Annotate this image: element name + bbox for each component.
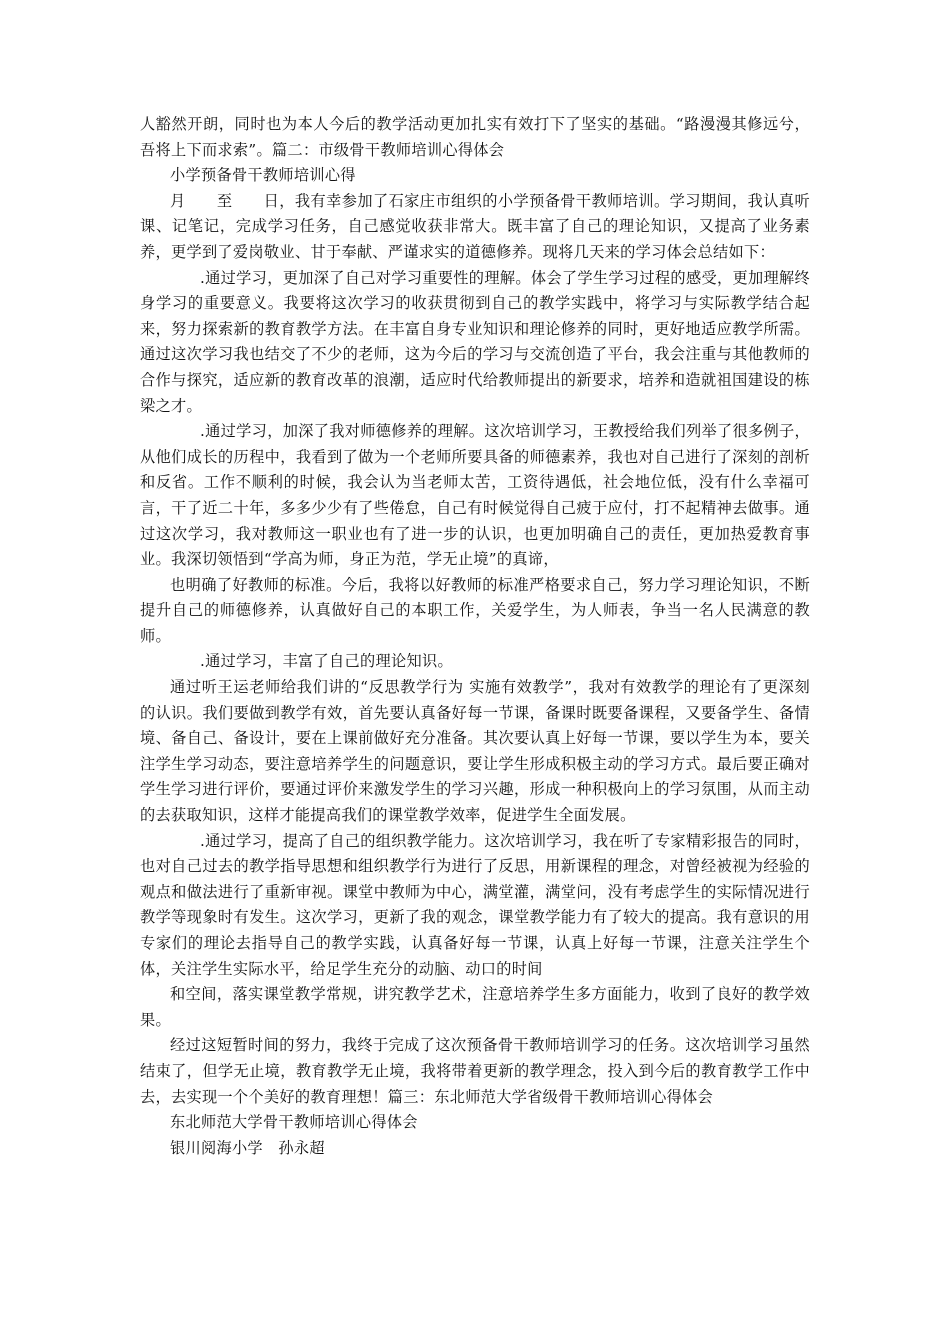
numbered-paragraph: .通过学习，加深了我对师德修养的理解。这次培训学习，王教授给我们列举了很多例子，从他们成长的历程中，我看到了做为一个老师所要具备的师德素养，我也对自己进行了深刻的剖析和反省。工作不顺利的时候，我会认为当老师太苦，工资待遇低，社会地位低，没有什么幸福可言，干了近二十年，多多少少有了些倦怠，自己有时候觉得自己疲于应付，打不起精神去做事。通过这次学习，我对教师这一职业也有了进一步的认识，也更加明确自己的责任，更加热爱教育事业。我深切领悟到“学高为师，身正为范，学无止境”的真谛， [140,422,810,569]
paragraph: 和空间，落实课堂教学常规，讲究教学艺术，注意培养学生多方面能力，收到了良好的教学效果。 [140,985,810,1029]
paragraph: 经过这短暂时间的努力，我终于完成了这次预备骨干教师培训学习的任务。这次培训学习虽然结束了，但学无止境，教育教学无止境，我将带着更新的教学理念，投入到今后的教育教学工作中去，去实现一个个美好的教育理想！篇三：东北师范大学省级骨干教师培训心得体会 [140,1036,810,1106]
paragraph: 月 至 日，我有幸参加了石家庄市组织的小学预备骨干教师培训。学习期间，我认真听课、记笔记，完成学习任务，自己感觉收获非常大。既丰富了自己的理论知识，又提高了业务素养，更学到了爱岗敬业、甘于奉献、严谨求实的道德修养。现将几天来的学习体会总结如下： [140,191,810,261]
section-title: 小学预备骨干教师培训心得 [170,166,356,185]
section-title: 东北师范大学骨干教师培训心得体会 [170,1113,418,1132]
document-body [140,112,810,1161]
author-line: 银川阅海小学 孙永超 [170,1138,325,1157]
paragraph: 通过听王运老师给我们讲的“反思教学行为 实施有效教学”，我对有效教学的理论有了更深刻的认识。我们要做到教学有效，首先要认真备好每一节课，备课时既要备课程，又要备学生、备情境、备自己、备设计，要在上课前做好充分准备。其次要认真上好每一节课，要以学生为本，要关注学生学习动态，要注意培养学生的问题意识，要让学生形成积极主动的学习方式。最后要正确对学生学习进行评价，要通过评价来激发学生的学习兴趣，形成一种积极向上的学习氛围，从而主动的去获取知识，这样才能提高我们的课堂教学效率，促进学生全面发展。 [140,678,810,825]
numbered-paragraph: .通过学习，提高了自己的组织教学能力。这次培训学习，我在听了专家精彩报告的同时，也对自己过去的教学指导思想和组织教学行为进行了反思，用新课程的理念，对曾经被视为经验的观点和做法进行了重新审视。课堂中教师为中心，满堂灌，满堂问，没有考虑学生的实际情况进行教学等现象时有发生。这次学习，更新了我的观念，课堂教学能力有了较大的提高。我有意识的用专家们的理论去指导自己的教学实践，认真备好每一节课，认真上好每一节课，注意关注学生个体，关注学生实际水平，给足学生充分的动脑、动口的时间 [140,831,810,978]
paragraph-intro-continuation: 人豁然开朗，同时也为本人今后的教学活动更加扎实有效打下了坚实的基础。“路漫漫其修远兮，吾将上下而求索”。篇二：市级骨干教师培训心得体会 [140,115,810,159]
numbered-paragraph: .通过学习，更加深了自己对学习重要性的理解。体会了学生学习过程的感受，更加理解终身学习的重要意义。我要将这次学习的收获贯彻到自己的教学实践中，将学习与实际教学结合起来，努力探索新的教育教学方法。在丰富自身专业知识和理论修养的同时，更好地适应教学所需。通过这次学习我也结交了不少的老师，这为今后的学习与交流创造了平台，我会注重与其他教师的合作与探究，适应新的教育改革的浪潮，适应时代给教师提出的新要求，培养和造就祖国建设的栋梁之才。 [140,268,810,415]
paragraph: 也明确了好教师的标准。今后，我将以好教师的标准严格要求自己，努力学习理论知识，不断提升自己的师德修养，认真做好自己的本职工作，关爱学生，为人师表，争当一名人民满意的教师。 [140,575,810,645]
numbered-paragraph: .通过学习，丰富了自己的理论知识。 [200,652,453,671]
